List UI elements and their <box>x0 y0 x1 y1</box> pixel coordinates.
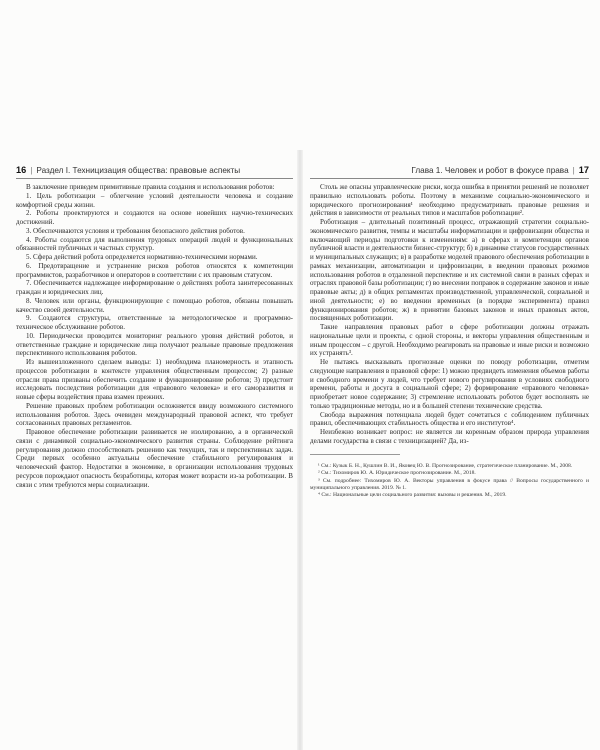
paragraph: Такие направления правовых работ в сфере роботизации должны отражать национальные цели и проекты, с одной стороны, и векторы управления общественным и иным процессом – с другой. Необходимо реагировать на правовые и иные риски и возможно их устранять³. <box>310 323 589 358</box>
paragraph: Не пытаясь высказывать прогнозные оценки по поводу роботизации, отметим следующие направления в правовой сфере: 1) можно предвидеть изменения объемов работы и свободного времени у людей, что требует нового регулирования в условиях свободного времени, работы и досуга в социальной сфере; 2) формирование «правового человека» приобретает новое содержание; 3) стремление использовать роботов будет восполнять не только традиционные методы, но и в большей степени технические средства. <box>310 358 589 410</box>
paragraph: 10. Периодически проводится мониторинг реального уровня действий роботов, и ответственные граждане и юридические лица получают реальные правовые предложения перспективного использования роботов. <box>16 331 293 358</box>
book-gutter <box>297 150 303 750</box>
page-number-right: 17 <box>578 165 589 175</box>
footnote: ² См.: Тихомиров Ю. А. Юридическое прогнозирование. М., 2018. <box>318 470 476 476</box>
paragraph: 5. Сфера действий робота определяется нормативно-техническими нормами. <box>26 253 258 261</box>
right-page-body <box>310 183 589 446</box>
paragraph: 9. Создаются структуры, ответственные за методологическое и программно-техническое обслуживание роботов. <box>16 314 293 331</box>
paragraph: 3. Обеспечиваются условия и требования безопасного действия роботов. <box>26 226 245 235</box>
footnote: ⁴ См.: Национальные цели социального развития: вызовы и решения. М., 2019. <box>318 492 507 498</box>
page-number-left: 16 <box>16 165 27 175</box>
paragraph: Роботизация – длительный позитивный процесс, отражающий стратегии социально-экономического развития, темпы и масштабы информатизации и цифровизации общества и включающий периоды подготовки к изменениям: а) в сферах и компетенции органов публичной власти и деятельности бизнес-структур; б) в динамике статусов государственных и муниципальных служащих; в) в разработке моделей правового обеспечения роботизации в рамках механизации, автоматизации и цифровизации, в введении правовых режимов использования роботов в отдаленной перспективе и их системной связи в разных сферах и отраслях правовой базы роботизации; г) во внесении поправок в содержание законов и иные правовые акты; д) в общих регламентах производственной, управленческой, социальной и иной деятельности; е) во введении временных (в порядке эксперимента) правил функционирования роботов; ж) в принятии базовых законов и иных правовых актов, посвященных роботизации. <box>310 218 589 323</box>
paragraph: 6. Предотвращение и устранение рисков роботов относятся к компетенции программистов, разработчиков и операторов в соответствии с их правовым статусом. <box>16 261 293 279</box>
paragraph: Столь же опасны управленческие риски, когда ошибка в принятии решений не позволяет правильно использовать роботы. Поэтому в механизме социально-экономического и юридического прогнозирования¹ необходимо предусматривать правовые решения и действия в зависимости от реальных типов и масштабов роботизации². <box>310 183 589 218</box>
paragraph: 4. Роботы создаются для выполнения трудовых операций людей и функциональных обязанностей публичных и частных структур. <box>16 235 293 253</box>
footnote-rule <box>310 454 400 459</box>
left-page <box>16 173 293 489</box>
paragraph: Решение правовых проблем роботизации осложняется ввиду возможного системного использования роботов. Здесь очевиден международный правовой аспект, что требует согласованных правовых регламентов. <box>16 401 293 428</box>
footnotes <box>310 463 589 500</box>
paragraph: 1. Цель роботизации – облегчение условий деятельности человека и создание комфортной среды жизни. <box>16 191 293 209</box>
paragraph: Свобода выражения потенциала людей будет сочетаться с соблюдением публичных правил, обеспечивающих стабильность общества и его институтов⁴. <box>310 410 589 428</box>
paragraph: 7. Обеспечивается надлежащее информирование о действиях робота заинтересованных граждан и юридических лиц. <box>16 279 293 296</box>
section-title: Раздел I. Техницизация общества: правовые аспекты <box>36 166 241 175</box>
paragraph: Неизбежно возникает вопрос: не является ли коренным образом природа управления делами государства в связи с техницизацией? Да, из- <box>310 428 589 445</box>
footnote: ³ См. подробнее: Тихомиров Ю. А. Векторы управления в фокусе права // Вопросы государственного и муниципального управления. 2019. № 1. <box>310 477 589 491</box>
running-head-separator: | <box>30 166 33 175</box>
paragraph: Правовое обеспечение роботизации развивается не изолированно, а в органической связи с динамикой социально-экономического развития страны. Соблюдение рейтинга регулирования должно способствовать решению как текущих, так и перспективных задач. Среди первых особенно актуальны обеспечение стабильного регулирования и человеческий фактор. Недостатки в экономике, в организации использования трудовых ресурсов порождают опасность безработицы, которая может возрасти из-за роботизации. В связи с этим требуются меры социализации. <box>16 428 293 489</box>
chapter-title: Глава 1. Человек и робот в фокусе права <box>411 166 569 175</box>
left-page-body <box>16 183 293 489</box>
right-page <box>310 173 589 500</box>
paragraph: В заключение приведем примитивные правила создания и использования роботов: <box>26 183 275 191</box>
paragraph: 2. Роботы проектируются и создаются на основе новейших научно-технических достижений. <box>16 209 293 226</box>
paragraph: Из вышеизложенного сделаем выводы: 1) необходима планомерность и этапность процессов роботизации в контексте управления общественным процессом; 2) разные отрасли права призваны обеспечить создание и функционирование роботов; 3) предстоит исследовать последствия роботизации для «правового человека» и его саморазвития и новые сферы воздействия права взамен прежних. <box>16 358 293 401</box>
paragraph: 8. Человек или органы, функционирующие с помощью роботов, обязаны повышать качество своей деятельности. <box>16 296 293 314</box>
footnote: ¹ См.: Кузык Б. Н., Кушлин В. И., Яковец Ю. В. Прогнозирование, стратегическое планирование. М., 2008. <box>318 462 573 469</box>
running-head-separator: | <box>572 166 575 175</box>
